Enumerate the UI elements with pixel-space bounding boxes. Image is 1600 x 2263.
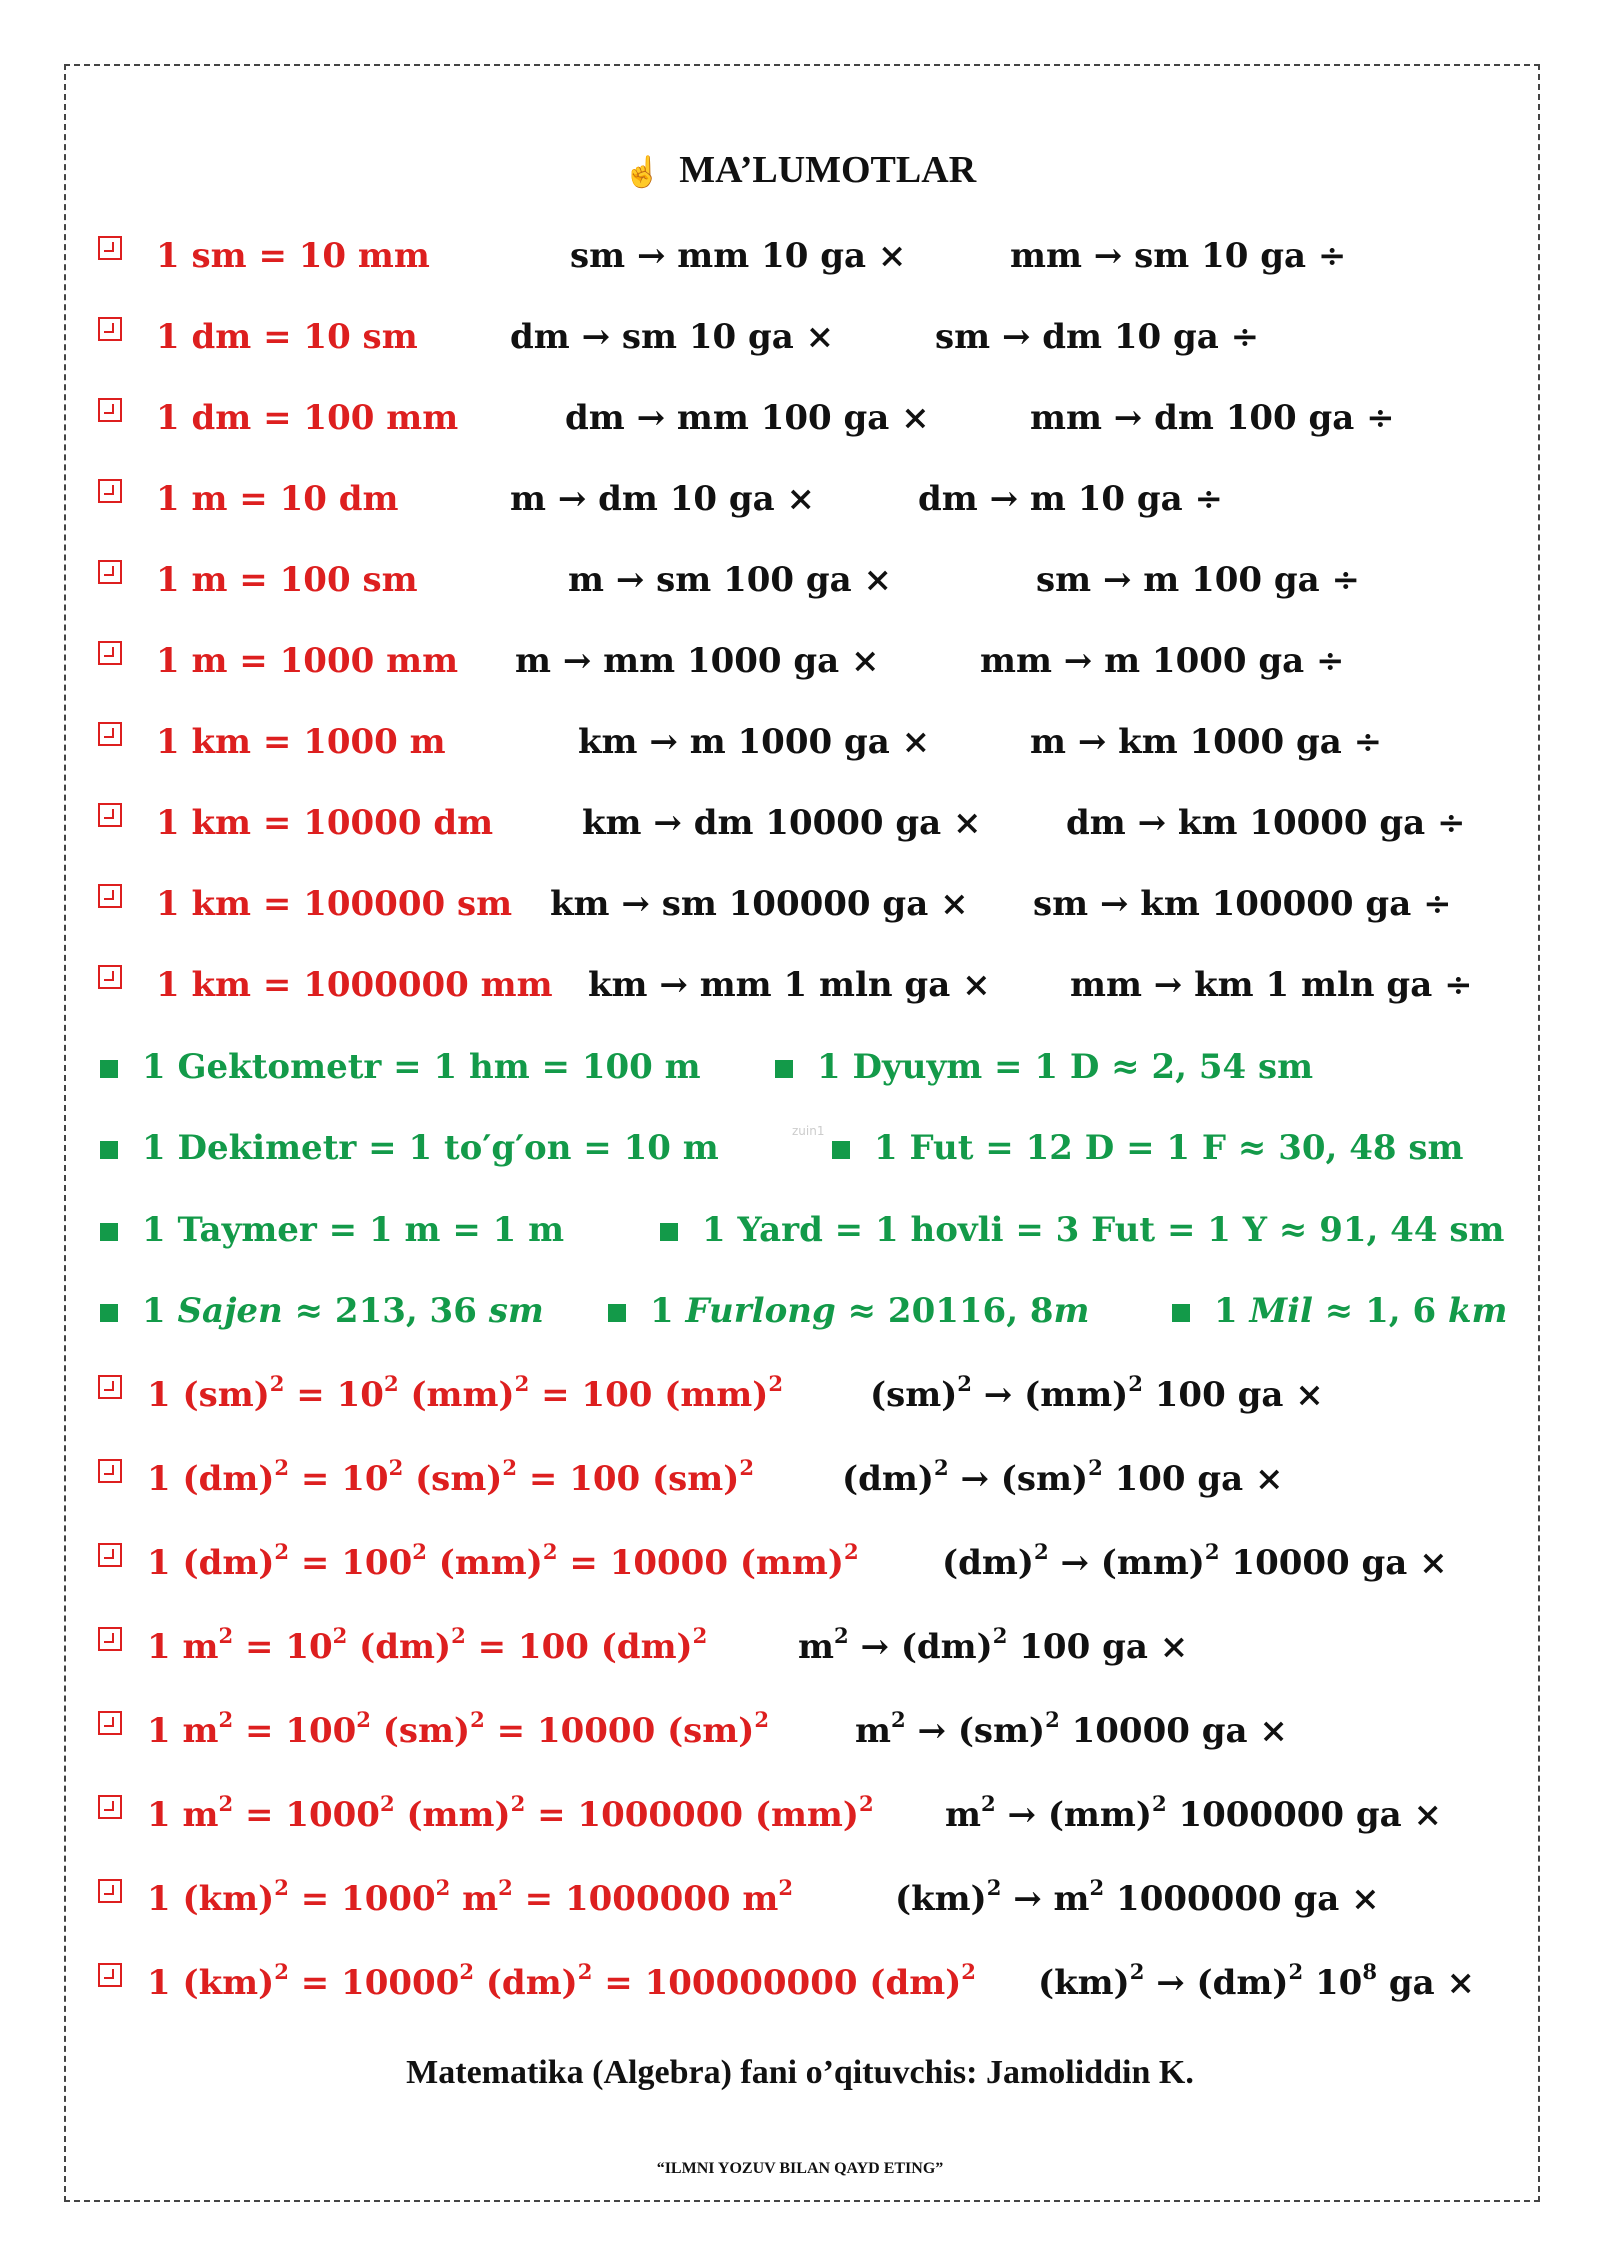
bullet-square-icon [660,1223,678,1241]
unit-row [0,1291,1600,1351]
equation: 1 sm = 10 mm [156,236,430,276]
conversion-divide: sm → m 100 ga ÷ [1036,560,1361,600]
conversion-divide: mm → dm 100 ga ÷ [1030,398,1395,438]
bullet-square-icon [100,1060,118,1078]
equation: 1 dm = 100 mm [156,398,459,438]
page-title: ☝ MA’LUMOTLAR [623,149,977,191]
area-conversion: $m^2 \to (sm)^2$ 10000 ga × [855,1707,1288,1751]
unit-definition: 1 Fut = 12 D = 1 F ≈ 30, 48 sm [874,1128,1464,1168]
hand-pointing-icon: ☝ [623,156,662,189]
equation: 1 km = 100000 sm [156,884,513,924]
equation: 1 m = 100 sm [156,560,418,600]
equation: 1 km = 1000 m [156,722,446,762]
area-conversion: (dm)$^2$ → (mm)$^2$ 10000 ga × [942,1539,1448,1583]
area-equation: 1 $(km)^2 = 10000^2$ (dm)$^2$ = 100000000 (dm)$^2$ [147,1959,976,2003]
equation: 1 dm = 10 sm [156,317,418,357]
area-conversion: $m^2 \to (dm)^2$ 100 ga × [798,1623,1189,1667]
checkbox-icon [98,1375,122,1399]
area-conversion: $(km)^2 \to m^2$ 1000000 ga × [895,1875,1380,1919]
checkbox-icon [98,398,122,422]
unit-row [0,1210,1600,1270]
area-equation: 1 $m^2 = 10^2$ (dm)$^2$ = 100 (dm)$^2$ [147,1623,708,1667]
conversion-divide: mm → km 1 mln ga ÷ [1070,965,1473,1005]
conversion-divide: mm → sm 10 ga ÷ [1010,236,1347,276]
conversion-multiply: km → dm 10000 ga × [582,803,982,843]
conversion-multiply: m → mm 1000 ga × [515,641,880,681]
length-row [0,641,1600,701]
area-row [0,1707,1600,1771]
checkbox-icon [98,1627,122,1651]
area-row [0,1623,1600,1687]
conversion-divide: m → km 1000 ga ÷ [1030,722,1383,762]
area-row [0,1371,1600,1435]
bullet-square-icon [1172,1304,1190,1322]
equation: 1 km = 1000000 mm [156,965,553,1005]
conversion-multiply: m → sm 100 ga × [568,560,893,600]
length-row [0,803,1600,863]
checkbox-icon [98,479,122,503]
length-row [0,965,1600,1025]
bullet-square-icon [608,1304,626,1322]
unit-row [0,1128,1600,1188]
conversion-divide: sm → km 100000 ga ÷ [1033,884,1452,924]
area-equation: 1 $(km)^2 = 1000^2$ $m^2 = 1000000$ $m^2$ [147,1875,794,1919]
conversion-divide: mm → m 1000 ga ÷ [980,641,1345,681]
equation: 1 m = 10 dm [156,479,399,519]
unit-definition: 1 Taymer = 1 m = 1 m [142,1210,565,1250]
length-row [0,398,1600,458]
watermark: zuin1 [792,1124,825,1138]
unit-definition: 1 Yard = 1 hovli = 3 Fut = 1 Y ≈ 91, 44 sm [702,1210,1505,1250]
checkbox-icon [98,641,122,665]
area-equation: 1 $m^2 = 1000^2$ (mm)$^2$ = 1000000 (mm)$^2$ [147,1791,874,1835]
conversion-multiply: km → m 1000 ga × [578,722,931,762]
conversion-divide: sm → dm 10 ga ÷ [935,317,1260,357]
conversion-multiply: km → sm 100000 ga × [550,884,969,924]
unit-definition: 1 Gektometr = 1 hm = 100 m [142,1047,701,1087]
conversion-multiply: km → mm 1 mln ga × [588,965,991,1005]
conversion-multiply: m → dm 10 ga × [510,479,816,519]
area-row [0,1959,1600,2023]
checkbox-icon [98,1711,122,1735]
area-equation: 1 $(dm)^2 = 10^2$ (sm)$^2$ = 100 (sm)$^2$ [147,1455,754,1499]
length-row [0,884,1600,944]
equation: 1 km = 10000 dm [156,803,494,843]
checkbox-icon [98,722,122,746]
unit-row [0,1047,1600,1107]
area-equation: 1 $m^2 = 100^2$ (sm)$^2$ = 10000 (sm)$^2$ [147,1707,770,1751]
unit-definition: 1 Dyuym = 1 D ≈ 2, 54 sm [817,1047,1314,1087]
checkbox-icon [98,965,122,989]
checkbox-icon [98,1543,122,1567]
checkbox-icon [98,1879,122,1903]
bullet-square-icon [775,1060,793,1078]
unit-definition: 1 Dekimetr = 1 to′g′on = 10 m [142,1128,719,1168]
area-conversion: (dm)$^2$ → (sm)$^2$ 100 ga × [842,1455,1284,1499]
area-row [0,1539,1600,1603]
length-row [0,722,1600,782]
length-row [0,317,1600,377]
equation: 1 m = 1000 mm [156,641,459,681]
author-line: Matematika (Algebra) fani o’qituvchis: Jamoliddin K. [406,2054,1194,2091]
checkbox-icon [98,560,122,584]
checkbox-icon [98,317,122,341]
area-conversion: (km)$^2$ → (dm)$^2$ $10^8$ ga × [1038,1959,1475,2003]
area-equation: 1 $(dm)^2 = 100^2$ (mm)$^2$ = 10000 (mm)$^2$ [147,1539,859,1583]
conversion-multiply: sm → mm 10 ga × [570,236,907,276]
checkbox-icon [98,236,122,260]
checkbox-icon [98,803,122,827]
bullet-square-icon [100,1223,118,1241]
area-row [0,1875,1600,1939]
unit-definition: 1 Mil ≈ 1, 6 km [1214,1291,1508,1331]
footer-slogan: “ILMNI YOZUV BILAN QAYD ETING” [656,2160,944,2177]
unit-definition: 1 Furlong ≈ 20116, 8m [650,1291,1090,1331]
conversion-divide: dm → m 10 ga ÷ [918,479,1224,519]
bullet-square-icon [832,1141,850,1159]
checkbox-icon [98,1795,122,1819]
area-equation: 1 $(sm)^2 = 10^2$ (mm)$^2$ = 100 (mm)$^2$ [147,1371,784,1415]
conversion-multiply: dm → mm 100 ga × [565,398,930,438]
conversion-multiply: dm → sm 10 ga × [510,317,835,357]
checkbox-icon [98,1963,122,1987]
unit-definition: 1 Sajen ≈ 213, 36 sm [142,1291,544,1331]
area-row [0,1455,1600,1519]
length-row [0,236,1600,296]
bullet-square-icon [100,1304,118,1322]
area-conversion: (sm)$^2$ → (mm)$^2$ 100 ga × [870,1371,1324,1415]
checkbox-icon [98,884,122,908]
length-row [0,479,1600,539]
length-row [0,560,1600,620]
area-row [0,1791,1600,1855]
checkbox-icon [98,1459,122,1483]
conversion-divide: dm → km 10000 ga ÷ [1066,803,1466,843]
area-conversion: $m^2 \to (mm)^2$ 1000000 ga × [945,1791,1443,1835]
bullet-square-icon [100,1141,118,1159]
